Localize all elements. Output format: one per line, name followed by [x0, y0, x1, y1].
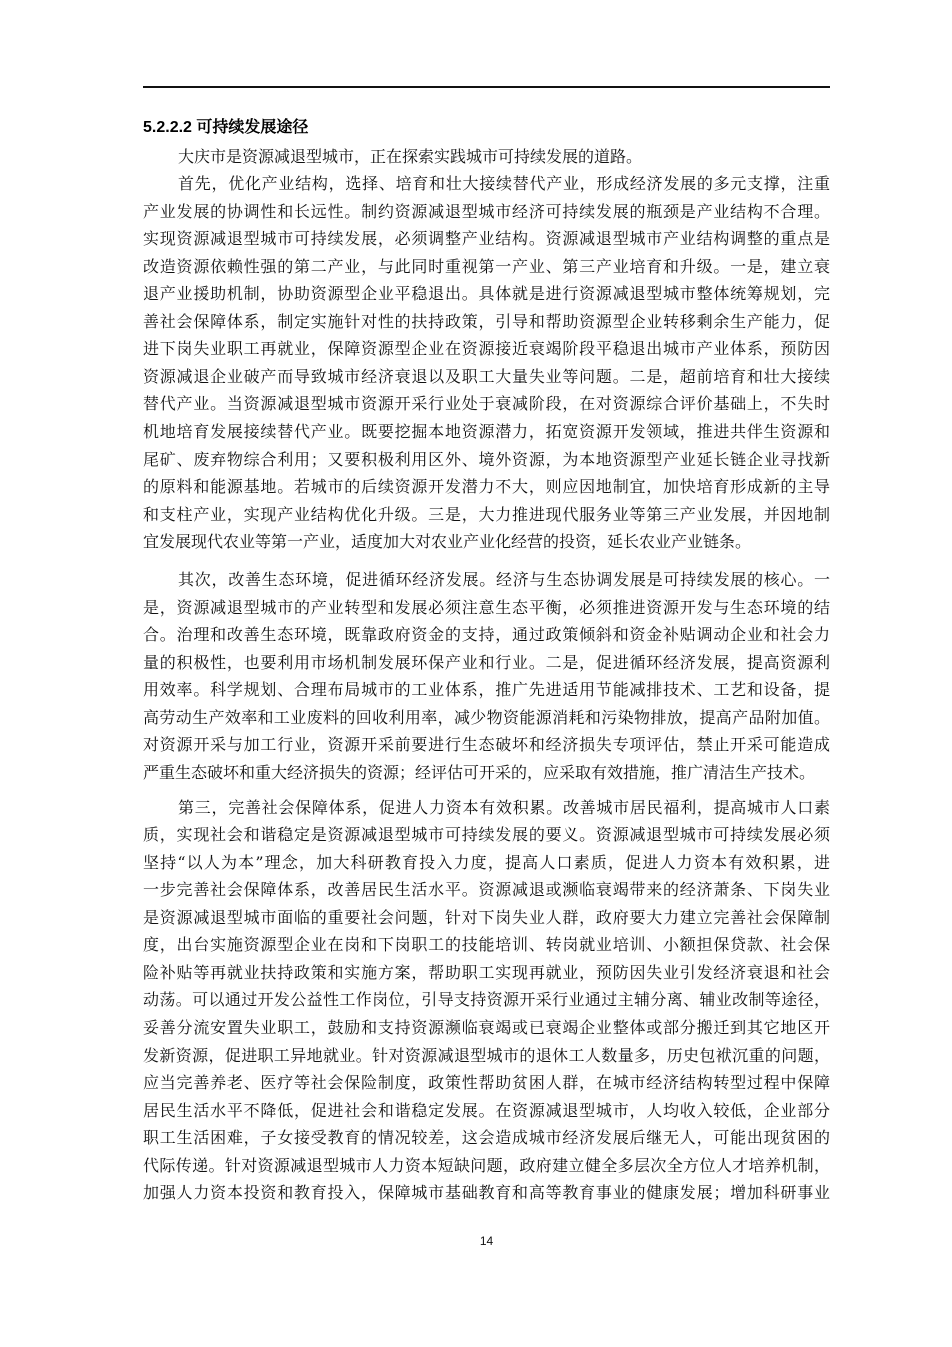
- section-title: 可持续发展途径: [196, 119, 309, 136]
- text-line: 发新资源，促进职工异地就业。针对资源减退型城市的退休工人数量多，历史包袱沉重的问题，: [143, 1045, 830, 1065]
- text-line: 一步完善社会保障体系，改善居民生活水平。资源减退或濒临衰竭带来的经济萧条、下岗失业: [143, 880, 830, 900]
- text-line: 质，实现社会和谐稳定是资源减退型城市可持续发展的要义。资源减退型城市可持续发展必须: [143, 825, 830, 845]
- text-line: 产业发展的协调性和长远性。制约资源减退型城市经济可持续发展的瓶颈是产业结构不合理。: [143, 201, 830, 221]
- paragraph: [143, 794, 830, 1207]
- text-line: 宜发展现代农业等第一产业，适度加大对农业产业化经营的投资，延长农业产业链条。: [143, 532, 752, 552]
- text-line: 量的积极性，也要利用市场机制发展环保产业和行业。二是，促进循环经济发展，提高资源利: [143, 652, 830, 672]
- text-line: 合。治理和改善生态环境，既靠政府资金的支持，通过政策倾斜和资金补贴调动企业和社会力: [143, 625, 830, 645]
- section-number: 5.2.2.2: [143, 119, 192, 136]
- text-line: 实现资源减退型城市可持续发展，必须调整产业结构。资源减退型城市产业结构调整的重点是: [143, 229, 830, 249]
- paragraph: [143, 566, 830, 786]
- text-line: 第三，完善社会保障体系，促进人力资本有效积累。改善城市居民福利，提高城市人口素: [178, 797, 830, 817]
- text-line: 和支柱产业，实现产业结构优化升级。三是，大力推进现代服务业等第三产业发展，并因地制: [143, 504, 830, 524]
- text-line: 是资源减退型城市面临的重要社会问题，针对下岗失业人群，政府要大力建立完善社会保障制: [143, 907, 830, 927]
- page-number: 14: [479, 1234, 494, 1248]
- text-line: 用效率。科学规划、合理布局城市的工业体系，推广先进适用节能减排技术、工艺和设备，提: [143, 680, 830, 700]
- text-line: 进下岗失业职工再就业，保障资源型企业在资源接近衰竭阶段平稳退出城市产业体系，预防因: [143, 339, 830, 359]
- text-line: 度，出台实施资源型企业在岗和下岗职工的技能培训、转岗就业培训、小额担保贷款、社会保: [143, 935, 830, 955]
- text-line: 妥善分流安置失业职工，鼓励和支持资源濒临衰竭或已衰竭企业整体或部分搬迁到其它地区开: [143, 1017, 830, 1037]
- text-line: 严重生态破坏和重大经济损失的资源；经评估可开采的，应采取有效措施，推广清洁生产技术。: [143, 763, 816, 783]
- text-line: 应当完善养老、医疗等社会保险制度，政策性帮助贫困人群，在城市经济结构转型过程中保障: [143, 1073, 830, 1093]
- text-line: 替代产业。当资源减退型城市资源开采行业处于衰减阶段，在对资源综合评价基础上，不失时: [143, 394, 830, 414]
- text-line: 是，资源减退型城市的产业转型和发展必须注意生态平衡，必须推进资源开发与生态环境的结: [143, 597, 830, 617]
- text-line: 坚持“以人为本”理念，加大科研教育投入力度，提高人口素质，促进人力资本有效积累，进: [143, 852, 830, 872]
- text-line: 险补贴等再就业扶持政策和实施方案，帮助职工实现再就业，预防因失业引发经济衰退和社会: [143, 962, 830, 982]
- text-line: 尾矿、废弃物综合利用；又要积极利用区外、境外资源，为本地资源型产业延长链企业寻找新: [143, 449, 830, 469]
- text-line: 改造资源依赖性强的第二产业，与此同时重视第一产业、第三产业培育和升级。一是，建立衰: [143, 256, 830, 276]
- text-line: 动荡。可以通过开发公益性工作岗位，引导支持资源开采行业通过主辅分离、辅业改制等途径，: [143, 990, 830, 1010]
- text-line: 加强人力资本投资和教育投入，保障城市基础教育和高等教育事业的健康发展；增加科研事业: [143, 1183, 830, 1203]
- text-line: 其次，改善生态环境，促进循环经济发展。经济与生态协调发展是可持续发展的核心。一: [178, 570, 830, 590]
- text-line: 大庆市是资源减退型城市，正在探索实践城市可持续发展的道路。: [178, 146, 643, 166]
- text-line: 的原料和能源基地。若城市的后续资源开发潜力不大，则应因地制宜，加快培育形成新的主导: [143, 477, 830, 497]
- text-line: 机地培育发展接续替代产业。既要挖掘本地资源潜力，拓宽资源开发领域，推进共伴生资源和: [143, 421, 830, 441]
- text-line: 退产业援助机制，协助资源型企业平稳退出。具体就是进行资源减退型城市整体统筹规划，完: [143, 284, 830, 304]
- paragraph: [143, 143, 830, 171]
- text-line: 资源减退企业破产而导致城市经济衰退以及职工大量失业等问题。二是，超前培育和壮大接续: [143, 366, 830, 386]
- header-rule: [143, 86, 830, 88]
- paragraph: [143, 170, 830, 556]
- text-line: 职工生活困难，子女接受教育的情况较差，这会造成城市经济发展后继无人，可能出现贫困的: [143, 1128, 830, 1148]
- text-line: 首先，优化产业结构，选择、培育和壮大接续替代产业，形成经济发展的多元支撑，注重: [178, 174, 830, 194]
- text-line: 代际传递。针对资源减退型城市人力资本短缺问题，政府建立健全多层次全方位人才培养机制，: [143, 1155, 830, 1175]
- section-heading: [143, 114, 830, 141]
- text-line: 对资源开采与加工行业，资源开采前要进行生态破坏和经济损失专项评估，禁止开采可能造成: [143, 735, 830, 755]
- text-line: 高劳动生产效率和工业废料的回收利用率，减少物资能源消耗和污染物排放，提高产品附加值。: [143, 707, 830, 727]
- text-line: 居民生活水平不降低，促进社会和谐稳定发展。在资源减退型城市，人均收入较低，企业部分: [143, 1100, 830, 1120]
- page-body: [143, 114, 830, 1207]
- text-line: 善社会保障体系，制定实施针对性的扶持政策，引导和帮助资源型企业转移剩余生产能力，促: [143, 311, 830, 331]
